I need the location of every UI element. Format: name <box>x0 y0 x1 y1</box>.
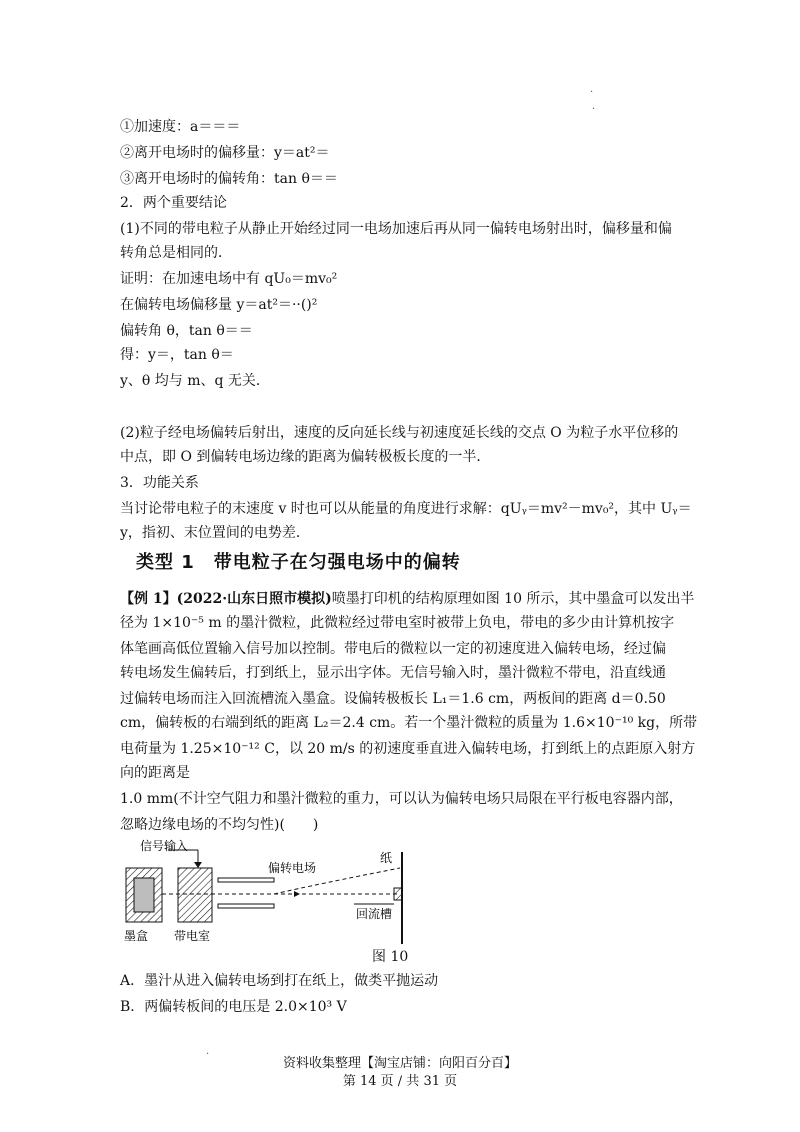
example-line: 向的距离是 <box>120 765 190 781</box>
stray-dot: . <box>592 101 596 112</box>
text-line: y，指初、末位置间的电势差． <box>120 525 310 541</box>
text-line: 证明：在加速电场中有 qU₀＝mv₀² <box>120 271 338 287</box>
example-line: 径为 1×10⁻⁵ m 的墨汁微粒，此微粒经过带电室时被带上负电，带电的多少由计算机按字 <box>120 615 675 631</box>
figure-caption: 图 10 <box>372 949 409 965</box>
example-label: 【例 1】 <box>120 591 177 607</box>
return-gutter <box>394 888 402 900</box>
text-line: ③离开电场时的偏转角：tan θ＝＝ <box>120 171 338 187</box>
text-line: 中点，即 O 到偏转电场边缘的距离为偏转极板长度的一半． <box>120 449 491 465</box>
stray-dot: . <box>590 84 594 95</box>
option-b: B．两偏转板间的电压是 2.0×10³ V <box>120 999 347 1015</box>
text-line: ①加速度：a＝＝＝ <box>120 119 241 135</box>
example-line: 1.0 mm(不计空气阻力和墨汁微粒的重力，可以认为偏转电场只局限在平行板电容器内部， <box>120 791 683 807</box>
figure-label: 带电室 <box>174 929 211 943</box>
charging-chamber <box>178 868 212 922</box>
example-text: 喷墨打印机的结构原理如图 10 所示，其中墨盒可以发出半 <box>331 591 695 607</box>
text-line: 得：y＝，tan θ＝ <box>120 347 234 363</box>
figure-label: 墨盒 <box>124 929 149 943</box>
text-line: (1)不同的带电粒子从静止开始经过同一电场加速后再从同一偏转电场射出时，偏移量和偏 <box>120 221 672 237</box>
text-line: 2．两个重要结论 <box>120 195 227 211</box>
figure-label: 回流槽 <box>356 907 393 921</box>
example-source: (2022·山东日照市模拟) <box>176 591 332 607</box>
text-line: 在偏转电场偏移量 y＝at²＝··()² <box>120 297 318 313</box>
stray-dot: . <box>206 1046 210 1057</box>
example-line: 过偏转电场而注入回流槽流入墨盒。设偏转极板长 L₁＝1.6 cm，两板间的距离 d＝0.50 <box>120 691 666 707</box>
ink-reservoir <box>134 878 154 912</box>
example-first-line <box>120 590 694 608</box>
text-line: 转角总是相同的． <box>120 245 232 261</box>
deflection-plate-top <box>218 878 274 882</box>
page-number: 第 14 页 / 共 31 页 <box>342 1074 458 1089</box>
option-a: A．墨汁从进入偏转电场到打在纸上，做类平抛运动 <box>120 973 439 989</box>
text-line: ②离开电场时的偏移量：y＝at²＝ <box>120 145 330 161</box>
text-line: (2)粒子经电场偏转后射出，速度的反向延长线与初速度延长线的交点 O 为粒子水平位移的 <box>120 425 679 441</box>
figure-label: 信号输入 <box>140 839 189 853</box>
example-line: 转电场发生偏转后，打到纸上，显示出字体。无信号输入时，墨汁微粒不带电，沿直线通 <box>120 665 666 681</box>
inkjet-printer-diagram <box>118 838 438 946</box>
example-line: 电荷量为 1.25×10⁻¹² C，以 20 m/s 的初速度垂直进入偏转电场，打到纸上的点距原入射方 <box>120 741 696 757</box>
example-line: 忽略边缘电场的不均匀性)( ) <box>120 817 319 833</box>
figure-label: 纸 <box>380 851 393 865</box>
text-line: 当讨论带电粒子的末速度 v 时也可以从能量的角度进行求解：qUᵧ＝mv²－mv₀²，其中 Uᵧ＝ <box>120 501 692 517</box>
text-line: y、θ 均与 m、q 无关． <box>120 373 270 389</box>
example-line: cm，偏转板的右端到纸的距离 L₂＝2.4 cm。若一个墨汁微粒的质量为 1.6×10⁻¹⁰ kg，所带 <box>120 715 698 731</box>
section-title: 类型 1 带电粒子在匀强电场中的偏转 <box>136 552 461 573</box>
example-line: 体笔画高低位置输入信号加以控制。带电后的微粒以一定的初速度进入偏转电场，经过偏 <box>120 641 666 657</box>
footer-source: 资料收集整理【淘宝店铺：向阳百分百】 <box>282 1056 517 1071</box>
figure-label: 偏转电场 <box>268 861 317 875</box>
text-line: 3．功能关系 <box>120 475 199 491</box>
deflection-plate-bottom <box>218 904 274 908</box>
text-line: 偏转角 θ，tan θ＝＝ <box>120 323 253 339</box>
